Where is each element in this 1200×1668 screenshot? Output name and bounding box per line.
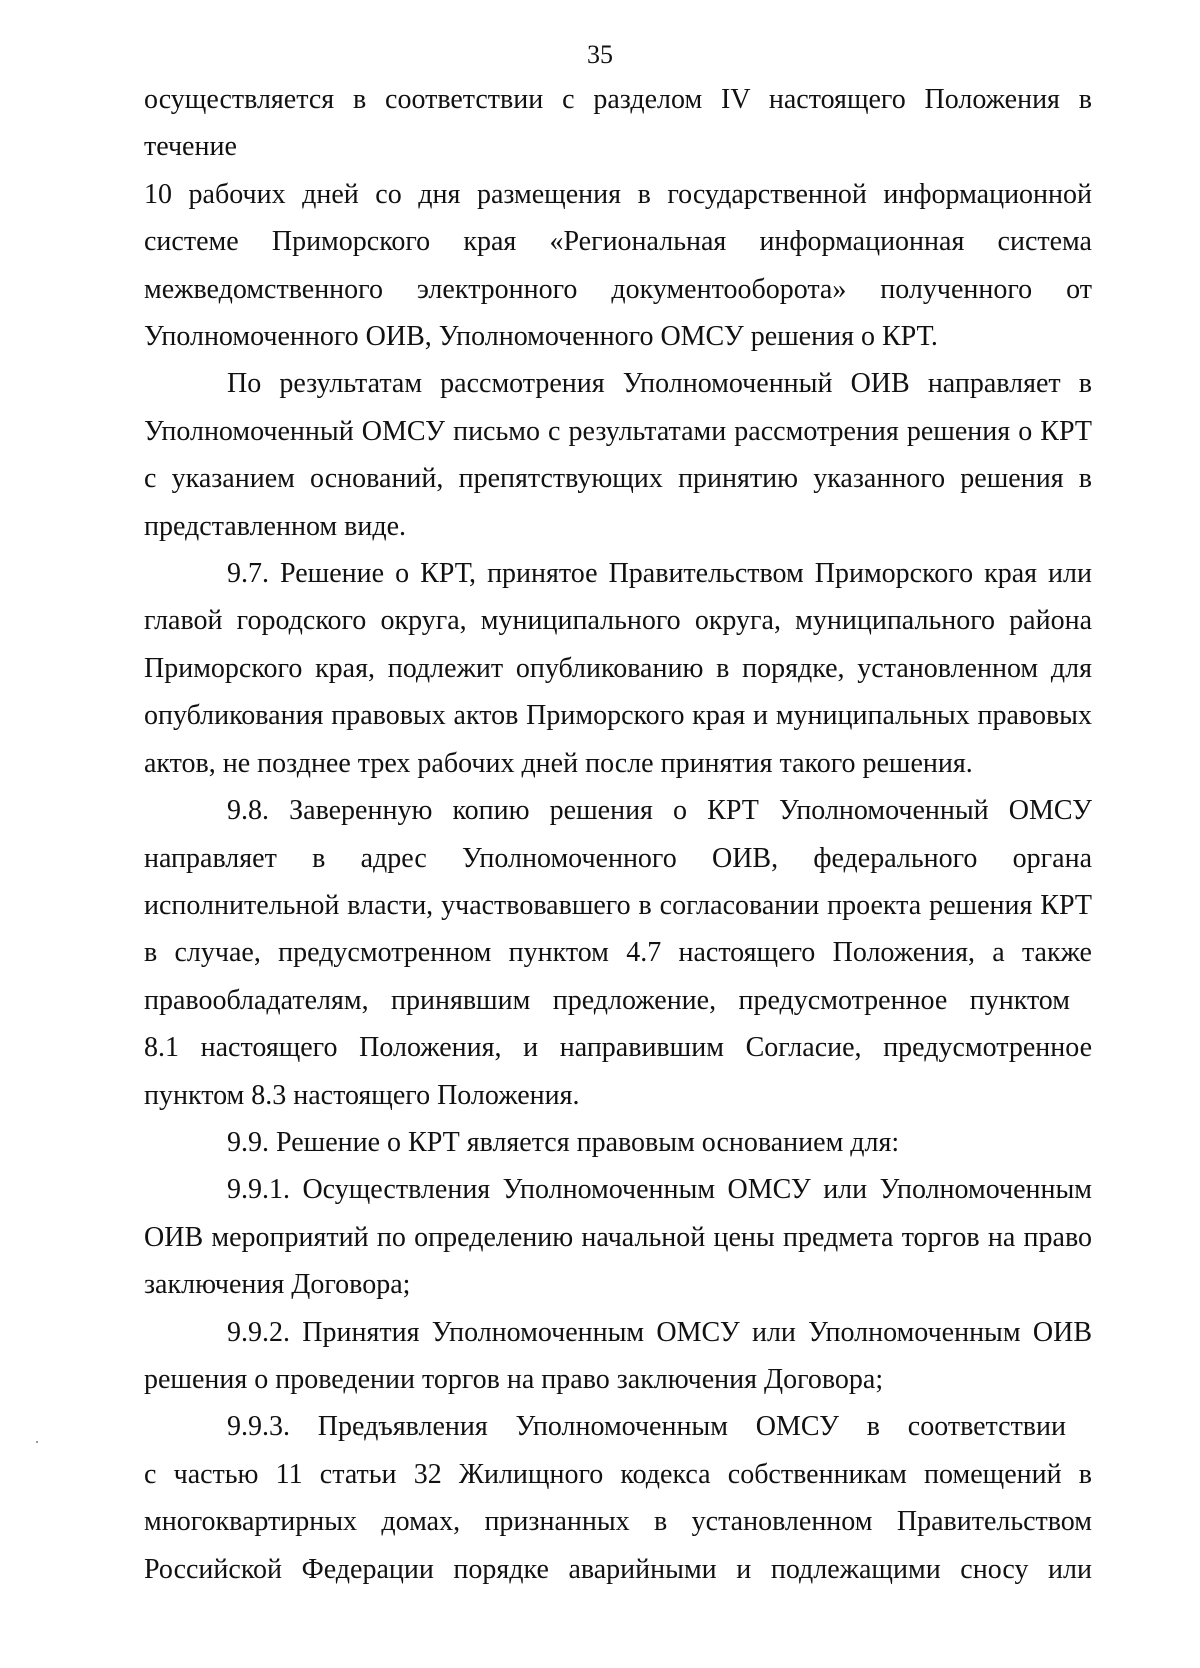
text-line: правообладателям, принявшим предложение, предусмотренное пунктом: [144, 984, 1070, 1016]
text-line: решения о проведении торгов на право заключения Договора;: [144, 1363, 884, 1395]
text-line: 9.9.3. Предъявления Уполномоченным ОМСУ в соответствии: [227, 1411, 1066, 1443]
text-line: Уполномоченный ОМСУ письмо с результатами рассмотрения решения о КРТ: [144, 415, 1092, 447]
text-line: 9.8. Заверенную копию решения о КРТ Уполномоченный ОМСУ: [227, 795, 1092, 827]
text-line: ОИВ мероприятий по определению начальной цены предмета торгов на право: [144, 1221, 1092, 1253]
paragraph-9-9-1: [144, 1166, 1092, 1308]
text-line: в случае, предусмотренном пунктом 4.7 настоящего Положения, а также: [144, 937, 1092, 969]
paragraph-review-results: [144, 360, 1092, 550]
text-line: опубликования правовых актов Приморского края и муниципальных правовых: [144, 700, 1092, 732]
paragraph-continuation: [144, 76, 1092, 360]
scan-artifact: [36, 1441, 38, 1443]
document-body: [144, 76, 1092, 1593]
text-line: 9.9. Решение о КРТ является правовым основанием для:: [227, 1126, 900, 1158]
paragraph-9-8: [144, 787, 1092, 1119]
text-line: Приморского края, подлежит опубликованию в порядке, установленном для: [144, 652, 1092, 684]
text-line: 8.1 настоящего Положения, и направившим Согласие, предусмотренное: [144, 1032, 1092, 1064]
text-line: 9.9.2. Принятия Уполномоченным ОМСУ или Уполномоченным ОИВ: [227, 1316, 1092, 1348]
text-line: направляет в адрес Уполномоченного ОИВ, федерального органа: [144, 842, 1092, 874]
text-line: представленном виде.: [144, 510, 407, 542]
page-number: 35: [587, 40, 613, 69]
paragraph-9-9: [144, 1119, 1092, 1166]
text-line: 9.7. Решение о КРТ, принятое Правительством Приморского края или: [227, 558, 1092, 590]
text-line: актов, не позднее трех рабочих дней после принятия такого решения.: [144, 747, 973, 779]
text-line: заключения Договора;: [144, 1269, 411, 1301]
text-line: 10 рабочих дней со дня размещения в государственной информационной: [144, 178, 1092, 210]
text-line: исполнительной власти, участвовавшего в согласовании проекта решения КРТ: [144, 889, 1092, 921]
text-line: системе Приморского края «Региональная информационная система: [144, 226, 1092, 258]
text-line: межведомственного электронного документооборота» полученного от: [144, 273, 1092, 305]
text-line: с указанием оснований, препятствующих принятию указанного решения в: [144, 463, 1092, 495]
text-line: пунктом 8.3 настоящего Положения.: [144, 1079, 580, 1111]
paragraph-9-7: [144, 550, 1092, 787]
text-line: многоквартирных домах, признанных в установленном Правительством: [144, 1506, 1092, 1538]
text-line: По результатам рассмотрения Уполномоченный ОИВ направляет в: [227, 368, 1092, 400]
paragraph-9-9-3: [144, 1403, 1092, 1593]
text-line: с частью 11 статьи 32 Жилищного кодекса собственникам помещений в: [144, 1458, 1092, 1490]
paragraph-9-9-2: [144, 1309, 1092, 1404]
text-line: Уполномоченного ОИВ, Уполномоченного ОМСУ решения о КРТ.: [144, 321, 938, 353]
text-line: Российской Федерации порядке аварийными и подлежащими сносу или: [144, 1553, 1092, 1585]
text-line: 9.9.1. Осуществления Уполномоченным ОМСУ или Уполномоченным: [227, 1174, 1092, 1206]
text-line: главой городского округа, муниципального округа, муниципального района: [144, 605, 1092, 637]
text-line: осуществляется в соответствии с разделом IV настоящего Положения в течение: [144, 84, 1092, 163]
